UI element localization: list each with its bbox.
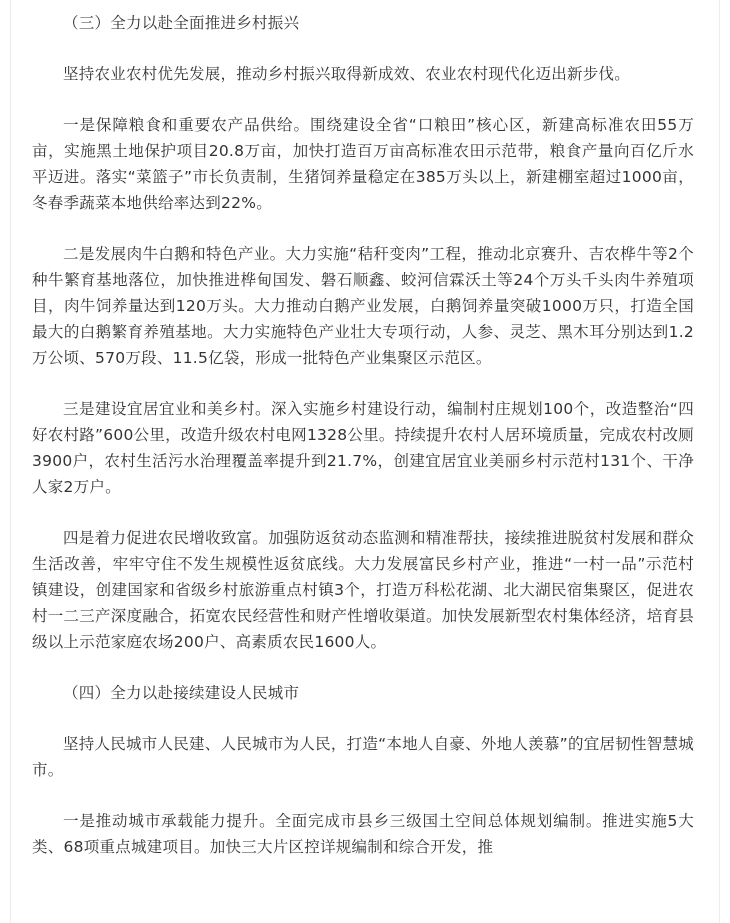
paragraph-grain-supply: 一是保障粮食和重要农产品供给。围绕建设全省“口粮田”核心区，新建高标准农田55万亩，实施黑土地保护项目20.8万亩，加快打造百万亩高标准农田示范带，粮食产量向百亿斤水平迈进。落实“菜篮子”市长负责制，生猪饲养量稳定在385万头以上，新建棚室超过1000亩，冬春季蔬菜本地供给率达到22%。: [32, 116, 694, 212]
section-heading-rural-revitalization: （三）全力以赴全面推进乡村振兴: [63, 14, 300, 32]
paragraph-city-capacity: 一是推动城市承载能力提升。全面完成市县乡三级国土空间总体规划编制。推进实施5大类、68项重点城建项目。加快三大片区控详规编制和综合开发，推: [32, 812, 694, 856]
paragraph-intro-people-city: 坚持人民城市人民建、人民城市为人民，打造“本地人自豪、外地人羡慕”的宜居韧性智慧城市。: [32, 735, 694, 779]
paragraph-farmer-income: 四是着力促进农民增收致富。加强防返贫动态监测和精准帮扶，接续推进脱贫村发展和群众生活改善，牢牢守住不发生规模性返贫底线。大力发展富民乡村产业，推进“一村一品”示范村镇建设，创建国家和省级乡村旅游重点村镇3个，打造万科松花湖、北大湖民宿集聚区，促进农村一二三产深度融合，拓宽农民经营性和财产性增收渠道。加快发展新型农村集体经济，培育县级以上示范家庭农场200户、高素质农民1600人。: [32, 529, 694, 651]
paragraph-intro-agriculture: 坚持农业农村优先发展，推动乡村振兴取得新成效、农业农村现代化迈出新步伐。: [63, 65, 631, 83]
section-heading-people-city: （四）全力以赴接续建设人民城市: [63, 684, 300, 702]
article-body: [32, 10, 694, 860]
left-border-line: [10, 0, 11, 923]
right-border-line: [719, 0, 720, 923]
paragraph-livable-villages: 三是建设宜居宜业和美乡村。深入实施乡村建设行动，编制村庄规划100个，改造整治“四好农村路”600公里，改造升级农村电网1328公里。持续提升农村人居环境质量，完成农村改厕3900户，农村生活污水治理覆盖率提升到21.7%，创建宜居宜业美丽乡村示范村131个、干净人家2万户。: [32, 400, 694, 496]
paragraph-cattle-goose-industry: 二是发展肉牛白鹅和特色产业。大力实施“秸秆变肉”工程，推动北京赛升、吉农桦牛等2个种牛繁育基地落位，加快推进桦甸国发、磐石顺鑫、蛟河信霖沃土等24个万头千头肉牛养殖项目，肉牛饲养量达到120万头。大力推动白鹅产业发展，白鹅饲养量突破1000万只，打造全国最大的白鹅繁育养殖基地。大力实施特色产业壮大专项行动，人参、灵芝、黑木耳分别达到1.2万公顷、570万段、11.5亿袋，形成一批特色产业集聚区示范区。: [32, 245, 694, 367]
